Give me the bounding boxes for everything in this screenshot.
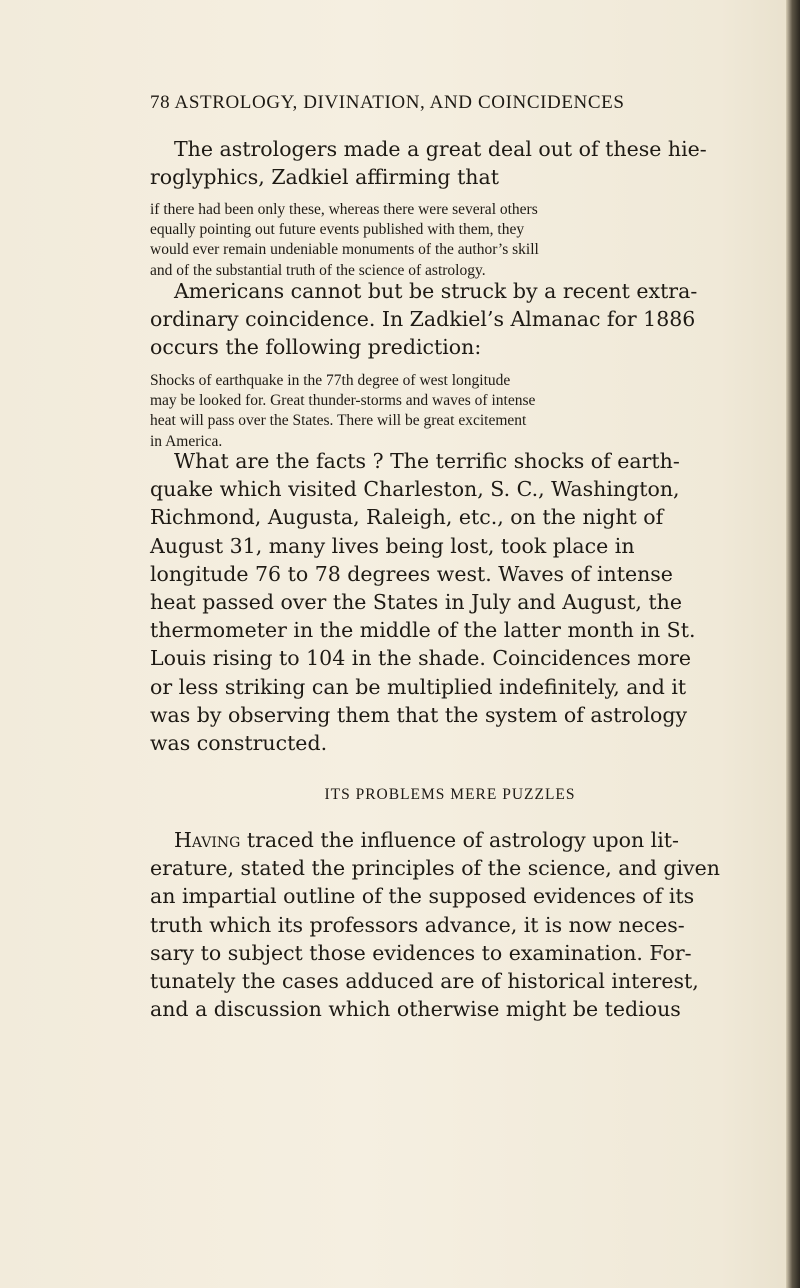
text-line: heat passed over the States in July and August, the — [150, 590, 682, 615]
section-heading: ITS PROBLEMS MERE PUZZLES — [324, 786, 576, 803]
quote-line: if there had been only these, whereas there were several others — [150, 201, 538, 218]
quote-line: equally pointing out future events published with them, they — [150, 221, 525, 239]
paragraph-4 — [150, 826, 720, 1023]
text-line: Americans cannot but be struck by a recent extra- — [174, 279, 698, 303]
text-line: The astrologers made a great deal out of these hie- — [174, 137, 707, 161]
quote-line: in America. — [150, 432, 223, 450]
text-line: Richmond, Augusta, Raleigh, etc., on the night of — [150, 505, 664, 530]
text-line: or less striking can be multiplied indefinitely, and it — [150, 674, 687, 699]
page-edge-shadow — [786, 0, 800, 1288]
text-line — [150, 826, 720, 854]
text-line: quake which visited Charleston, S. C., Washington, — [150, 477, 680, 502]
text-line: and a discussion which otherwise might be tedious — [150, 997, 681, 1022]
quote-line: Shocks of earthquake in the 77th degree of west longitude — [150, 372, 511, 389]
paragraph-2 — [150, 277, 697, 362]
quote-2 — [150, 371, 535, 452]
text-line: Louis rising to 104 in the shade. Coincidences more — [150, 646, 692, 671]
text-line-rest: traced the influence of astrology upon lit- — [240, 828, 679, 852]
text-line: erature, stated the principles of the science, and given — [150, 856, 720, 881]
quote-line: and of the substantial truth of the science of astrology. — [150, 261, 486, 279]
text-line: was constructed. — [150, 731, 328, 756]
drop-word: Having — [174, 828, 241, 852]
quote-line: heat will pass over the States. There will be great excitement — [150, 412, 527, 430]
paragraph-3 — [150, 447, 695, 757]
text-line: occurs the following prediction: — [150, 335, 482, 360]
quote-line: would ever remain undeniable monuments of the author’s skill — [150, 241, 539, 259]
quote-1 — [150, 200, 539, 281]
text-line: roglyphics, Zadkiel affirming that — [150, 165, 499, 190]
text-line: ordinary coincidence. In Zadkiel’s Almanac for 1886 — [150, 307, 696, 332]
text-line: was by observing them that the system of astrology — [150, 702, 688, 727]
text-line: sary to subject those evidences to examination. For- — [150, 940, 692, 965]
text-line: truth which its professors advance, it is now neces- — [150, 912, 685, 937]
text-line: tunately the cases adduced are of historical interest, — [150, 969, 699, 994]
text-line: What are the facts ? The terrific shocks of earth- — [174, 449, 680, 473]
text-line: an impartial outline of the supposed evidences of its — [150, 884, 695, 909]
text-line: longitude 76 to 78 degrees west. Waves of intense — [150, 561, 673, 586]
text-line: thermometer in the middle of the latter month in St. — [150, 618, 696, 643]
quote-line: may be looked for. Great thunder-storms and waves of intense — [150, 392, 536, 410]
running-head: 78 ASTROLOGY, DIVINATION, AND COINCIDENCES — [150, 92, 625, 113]
paragraph-1 — [150, 135, 707, 191]
text-line: August 31, many lives being lost, took place in — [150, 533, 635, 558]
